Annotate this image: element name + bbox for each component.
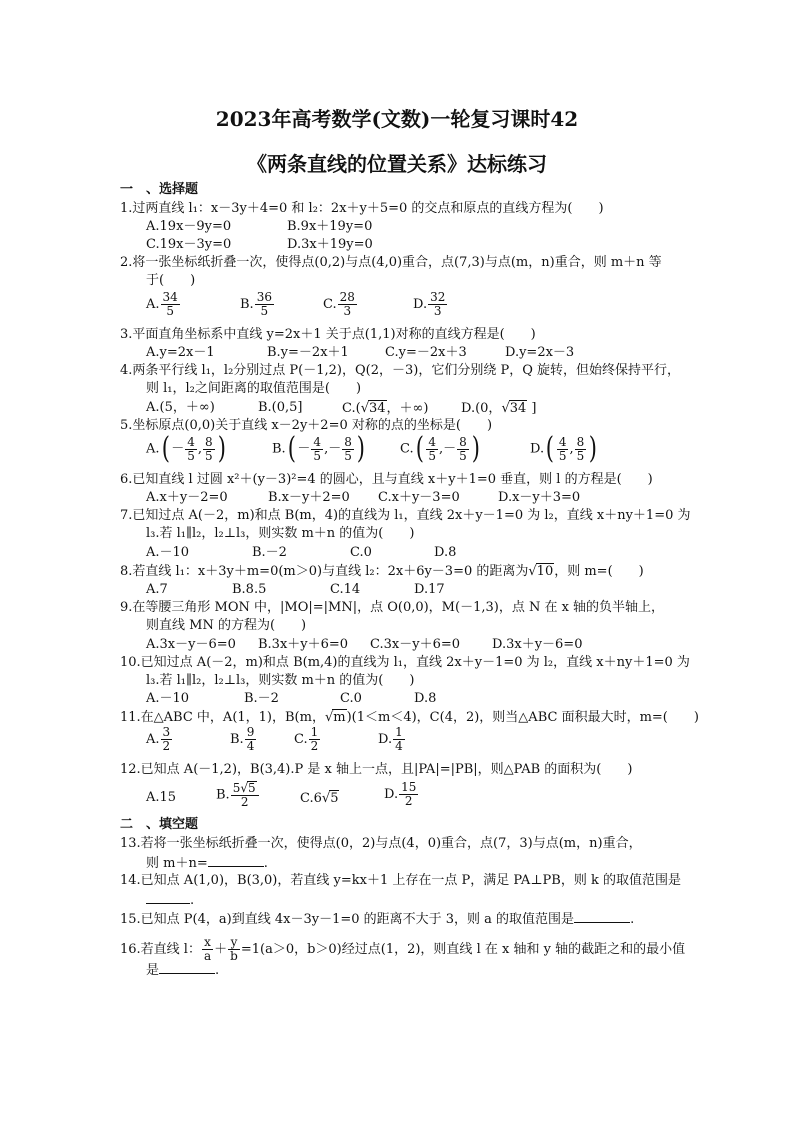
question-15-stem [120,910,634,928]
q8-option-c: C.14 [330,582,361,597]
question-3-stem: 3.平面直角坐标系中直线 y=2x＋1 关于点(1,1)对称的直线方程是( ) [120,327,536,342]
q10-option-d: D.8 [414,691,437,706]
q6-option-d: D.x－y＋3=0 [498,490,581,505]
q1-option-a: A.19x－9y=0 [146,219,232,234]
q2-option-b-label: B. [240,297,254,312]
question-16-stem-cont [146,961,219,979]
numerator: 34 [162,290,178,304]
numerator: 1 [310,725,319,739]
q2-option-a [146,291,181,318]
denominator: 4 [246,739,255,753]
fraction [393,726,405,753]
q6-option-b: B.x－y＋2=0 [268,490,350,505]
denominator: 2 [240,795,249,809]
question-2-stem: 2.将一张坐标纸折叠一次，使得点(0,2)与点(4,0)重合，点(7,3)与点(m，n)重合，则 m＋n 等 [120,255,662,270]
question-14-stem: 14.已知点 A(1,0)，B(3,0)，若直线 y=kx＋1 上存在一点 P，满足 PA⊥PB，则 k 的取值范围是 [120,873,681,888]
denominator: 5 [205,448,213,463]
q5-option-d: D.( $\frac{4}{5}$ , $\frac{8}{5}$ ) [530,431,598,466]
numerator: 3 [162,725,171,739]
radicand: 34 [509,401,527,416]
q11-option-a-label: A. [146,732,160,747]
q1-option-d: D.3x＋19y=0 [287,237,373,252]
fraction [338,291,357,318]
fraction [245,726,257,753]
numerator: 8 [344,434,352,449]
denominator: 5 [187,448,195,463]
q1-option-b: B.9x＋19y=0 [287,219,373,234]
fraction [161,726,173,753]
question-11-stem [120,709,699,726]
q12-option-b-label: B. [216,787,230,803]
numerator: y [228,936,240,950]
q12-option-a: A.15 [146,790,177,805]
fraction [309,726,321,753]
question-1-stem: 1.过两直线 l₁：x－3y＋4=0 和 l₂：2x＋y＋5=0 的交点和原点的直线方程为( ) [120,201,604,216]
q5-option-b-label: B. [272,441,286,457]
q12-option-d [384,781,419,808]
fraction [202,936,213,963]
sqrt-sign: √ [360,401,369,416]
q7-option-b: B.－2 [252,545,287,560]
q4-option-a: A.(5，＋∞) [146,400,215,415]
question-9-stem-cont: 则直线 MN 的方程为( ) [146,618,307,633]
q12-option-b [216,781,260,809]
answer-blank[interactable] [208,854,264,867]
q13-stem-tail: . [263,856,268,871]
q11-option-b [230,726,257,753]
sign: － [443,441,457,457]
q9-option-c: C.3x－y＋6=0 [370,637,460,652]
sqrt-sign: √ [240,781,248,795]
q11-option-c-label: C. [294,732,308,747]
q4-option-d-label: D.(0， [461,401,502,416]
q12-option-c [300,790,339,807]
q2-option-a-label: A. [146,297,160,312]
question-10-stem: 10.已知过点 A(－2，m)和点 B(m,4)的直线为 l₁，直线 2x＋y－1=0 为 l₂，直线 x＋ny＋1=0 为 [120,655,690,670]
fraction [231,781,259,809]
radicand: 5 [330,791,339,806]
q16-stem2-tail: . [215,963,220,978]
numerator: 15 [401,780,417,794]
denominator: 3 [433,304,442,318]
q3-option-c: C.y=－2x＋3 [385,345,467,360]
q2-option-b [240,291,275,318]
radicand: 10 [536,564,554,579]
question-4-stem-cont: 则 l₁，l₂之间距离的取值范围是( ) [146,381,362,396]
question-5-stem: 5.坐标原点(0,0)关于直线 x－2y＋2=0 对称的点的坐标是( ) [120,418,493,433]
denominator: 5 [459,448,467,463]
fraction [457,436,469,463]
left-paren: ( [161,431,170,466]
question-4-stem: 4.两条平行线 l₁，l₂分别过点 P(－1,2)，Q(2，－3)，它们分别绕 P，Q 旋转，但始终保持平行， [120,363,680,378]
q11-option-c [294,726,321,753]
q8-stem-text: 8.若直线 l₁：x＋3y＋m=0(m＞0)与直线 l₂：2x＋6y－3=0 的距离为 [120,564,529,579]
numerator: 4 [558,434,567,449]
fraction [203,436,215,463]
sqrt-sign: √ [501,401,510,416]
numerator [231,781,259,796]
q4-option-b: B.(0,5] [258,400,303,415]
fraction [311,436,323,463]
q11-option-d-label: D. [378,732,393,747]
q15-stem-tail: . [630,912,635,927]
numerator: 4 [187,434,195,449]
right-paren: ) [217,431,226,466]
q4-option-c-tail: ，＋∞) [386,401,429,416]
question-13-stem: 13.若将一张坐标纸折叠一次，使得点(0，2)与点(4，0)重合，点(7，3)与点(m，n)重合， [120,836,642,851]
q16-stem2-text: 是 [146,963,160,978]
q5-option-b: B.( － $\frac{4}{5}$ ,－ $\frac{8}{5}$ ) [272,431,365,466]
denominator: 5 [428,448,436,463]
numerator: 32 [430,290,446,304]
q2-option-d-label: D. [413,297,428,312]
section-heading-choice: 一 、选择题 [120,182,199,197]
sqrt-sign: √ [324,710,334,725]
q11-option-b-label: B. [230,732,244,747]
answer-blank[interactable] [146,891,190,904]
sign: － [297,441,311,457]
question-10-stem-cont: l₃.若 l₁∥l₂，l₂⊥l₃，则实数 m＋n 的值为( ) [146,673,415,688]
left-paren: ( [287,431,296,466]
q5-option-a-label: A. [146,441,160,457]
question-14-stem-cont [146,891,194,909]
q11-option-a [146,726,173,753]
page-title: 2023年高考数学(文数)一轮复习课时42 [215,107,579,131]
q2-option-c [323,291,358,318]
q7-option-d: D.8 [434,545,457,560]
numerator: x [202,936,213,950]
radicand: m [333,710,346,725]
q16-stem-tail: =1(a＞0，b＞0)经过点(1，2)，则直线 l 在 x 轴和 y 轴的截距之和的最小值 [240,942,686,957]
denominator: 5 [260,304,269,318]
q12-option-c-label: C.6 [300,791,322,806]
sqrt-sign: √ [528,564,537,579]
left-paren: ( [415,431,424,466]
section-heading-fill: 二 、填空题 [120,817,199,832]
q5-option-d-label: D. [530,441,545,457]
fraction [185,436,197,463]
page-subtitle: 《两条直线的位置关系》达标练习 [247,152,547,176]
q2-option-d [413,291,448,318]
q10-option-c: C.0 [340,691,362,706]
question-9-stem: 9.在等腰三角形 MON 中，|MO|=|MN|，点 O(0,0)，M(－1,3)，点 N 在 x 轴的负半轴上， [120,600,665,615]
numerator: 4 [428,434,436,449]
q4-option-c-label: C.( [342,401,361,416]
numerator: 36 [256,290,272,304]
right-paren: ) [471,431,480,466]
q15-stem-text: 15.已知点 P(4，a)到直线 4x－3y－1=0 的距离不大于 3，则 a 的取值范围是 [120,912,575,927]
q4-option-c [342,400,428,417]
fraction [228,936,240,963]
q11-stem-text: 11.在△ABC 中，A(1，1)，B(m， [120,710,325,725]
question-12-stem: 12.已知点 A(－1,2)，B(3,4).P 是 x 轴上一点，且|PA|=|PB|，则△PAB 的面积为( ) [120,762,633,777]
q13-stem-text: 则 m＋n= [146,856,208,871]
q8-stem-tail: ，则 m=( ) [554,564,644,579]
q14-stem-tail: . [190,893,195,908]
question-7-stem: 7.已知过点 A(－2，m)和点 B(m，4)的直线为 l₁，直线 2x＋y－1=0 为 l₂，直线 x＋ny＋1=0 为 [120,508,691,523]
q5-option-c: C.( $\frac{4}{5}$ ,－ $\frac{8}{5}$ ) [400,431,480,466]
q10-option-a: A.－10 [146,691,190,706]
plus-sign: ＋ [214,942,228,957]
numerator: 8 [205,434,213,449]
q1-option-c: C.19x－3y=0 [146,237,232,252]
denominator: 5 [313,448,322,463]
sign: － [171,441,185,457]
q3-option-a: A.y=2x－1 [146,345,215,360]
denominator: 5 [344,448,352,463]
denominator: 3 [343,304,352,318]
left-paren: ( [545,431,555,466]
sqrt-sign: √ [321,791,331,806]
sign: － [328,441,342,457]
denominator: 2 [310,739,319,753]
q8-option-a: A.7 [146,582,168,597]
answer-blank[interactable] [574,910,630,923]
q9-option-b: B.3x＋y＋6=0 [258,637,349,652]
fraction [161,291,180,318]
q8-option-b: B.8.5 [232,582,267,597]
fraction [255,291,274,318]
fraction [428,291,447,318]
q12-option-d-label: D. [384,787,399,802]
q6-option-c: C.x＋y－3=0 [378,490,460,505]
fraction [426,436,438,463]
q7-option-a: A.－10 [146,545,190,560]
answer-blank[interactable] [159,961,215,974]
radicand: 5 [247,781,256,795]
q8-option-d: D.17 [414,582,445,597]
q6-option-a: A.x＋y－2=0 [146,490,228,505]
denominator: a [203,949,212,963]
denominator: 5 [576,448,585,463]
q5-option-a: A.( － $\frac{4}{5}$ , $\frac{8}{5}$ ) [146,431,226,466]
q16-stem-text: 16.若直线 l： [120,942,201,957]
q7-option-c: C.0 [350,545,372,560]
radicand: 34 [368,401,386,416]
question-7-stem-cont: l₃.若 l₁∥l₂，l₂⊥l₃，则实数 m＋n 的值为( ) [146,526,415,541]
numerator: 28 [339,290,355,304]
q3-option-d: D.y=2x－3 [505,345,575,360]
q2-option-c-label: C. [323,297,337,312]
denominator: 2 [162,739,171,753]
coefficient: 5 [232,781,241,795]
right-paren: ) [356,431,365,466]
q4-option-d-tail: ] [527,401,537,416]
q9-option-a: A.3x－y－6=0 [146,637,236,652]
denominator: 5 [166,304,174,318]
fraction [399,781,418,808]
q5-option-c-label: C. [400,441,414,457]
fraction [342,436,354,463]
q11-option-d [378,726,406,753]
denominator: 5 [558,448,567,463]
q11-stem-tail: )(1＜m＜4)，C(4，2)，则当△ABC 面积最大时，m=( ) [346,710,699,725]
q3-option-b: B.y=－2x＋1 [267,345,349,360]
fraction [557,436,569,463]
question-2-stem-cont: 于( ) [146,273,196,288]
numerator: 4 [313,434,322,449]
question-8-stem [120,563,644,580]
question-13-stem-cont [146,854,268,872]
question-16-stem [120,936,685,963]
numerator: 9 [246,725,255,739]
fraction [575,436,587,463]
q10-option-b: B.－2 [244,691,279,706]
q4-option-d [461,400,537,417]
right-paren: ) [588,431,598,466]
numerator: 1 [395,725,403,739]
denominator: b [230,949,238,963]
q9-option-d: D.3x＋y－6=0 [492,637,583,652]
question-6-stem: 6.已知直线 l 过圆 x²＋(y－3)²=4 的圆心，且与直线 x＋y＋1=0 垂直，则 l 的方程是( ) [120,472,653,487]
denominator: 4 [395,739,403,753]
numerator: 8 [459,434,467,449]
denominator: 2 [404,794,413,808]
numerator: 8 [576,434,585,449]
